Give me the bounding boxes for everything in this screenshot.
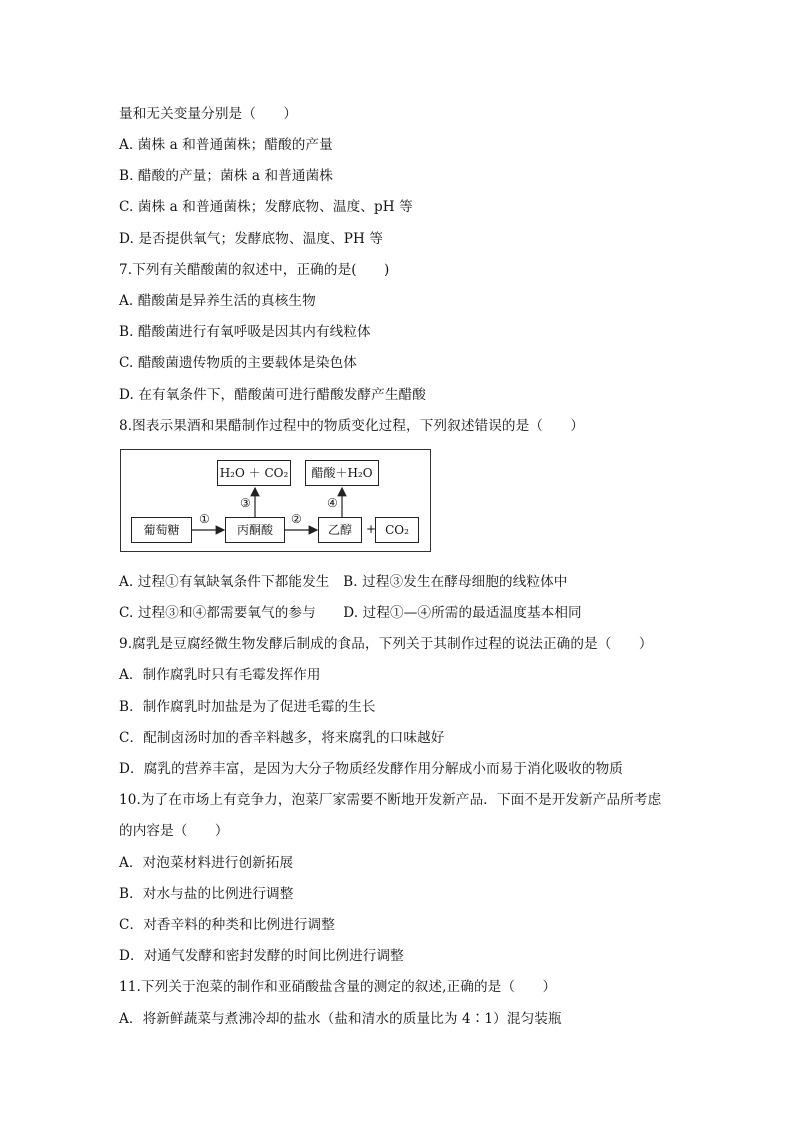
option-c: C．对香辛料的种类和比例进行调整: [119, 917, 335, 933]
option-d: D．腐乳的营养丰富，是因为大分子物质经发酵作用分解成小而易于消化吸收的物质: [119, 761, 623, 777]
option-c: C. 菌株 a 和普通菌株；发酵底物、温度、pH 等: [119, 199, 413, 215]
option-b: B. 醋酸菌进行有氧呼吸是因其内有线粒体: [119, 324, 371, 340]
glucose-box: 葡萄糖: [131, 517, 192, 543]
option-d: D. 是否提供氧气；发酵底物、温度、PH 等: [119, 231, 384, 247]
option-d: D．对通气发酵和密封发酵的时间比例进行调整: [119, 948, 404, 964]
option-b: B. 醋酸的产量；菌株 a 和普通菌株: [119, 168, 333, 184]
metabolism-diagram: [120, 449, 431, 552]
question-10-cont: 的内容是（ ）: [119, 823, 229, 839]
option-b: B．对水与盐的比例进行调整: [119, 886, 294, 902]
co2-box: CO₂: [375, 517, 419, 543]
step4-label: ④: [327, 496, 338, 510]
options-cd: C. 过程③和④都需要氧气的参与 D. 过程①—④所需的最适温度基本相同: [119, 605, 582, 621]
question-8: 8.图表示果酒和果醋制作过程中的物质变化过程，下列叙述错误的是（ ）: [119, 418, 585, 434]
option-c: C．配制卤汤时加的香辛料越多，将来腐乳的口味越好: [119, 730, 445, 746]
pyruvate-box: 丙酮酸: [225, 517, 285, 543]
question-10: 10.为了在市场上有竞争力，泡菜厂家需要不断地开发新产品．下面不是开发新产品所考虑: [119, 792, 662, 808]
step1-label: ①: [199, 512, 210, 526]
option-a: A．制作腐乳时只有毛霉发挥作用: [119, 667, 321, 683]
step3-label: ③: [240, 496, 251, 510]
option-a: A. 醋酸菌是异养生活的真核生物: [119, 293, 316, 309]
options-ab: A. 过程①有氧缺氧条件下都能发生 B. 过程③发生在酵母细胞的线粒体中: [119, 574, 568, 590]
option-a: A．对泡菜材料进行创新拓展: [119, 855, 294, 871]
step2-label: ②: [291, 512, 302, 526]
ethanol-box: 乙醇: [318, 517, 362, 543]
plus-sign: +: [366, 522, 377, 536]
h2o-co2-box: H₂O ＋ CO₂: [217, 460, 291, 486]
question-11: 11.下列关于泡菜的制作和亚硝酸盐含量的测定的叙述,正确的是（ ）: [119, 979, 557, 995]
text-line: 量和无关变量分别是（ ）: [119, 106, 298, 122]
question-7: 7.下列有关醋酸菌的叙述中，正确的是( ): [119, 262, 390, 278]
option-b: B．制作腐乳时加盐是为了促进毛霉的生长: [119, 699, 376, 715]
option-d: D. 在有氧条件下，醋酸菌可进行醋酸发酵产生醋酸: [119, 387, 426, 403]
question-9: 9.腐乳是豆腐经微生物发酵后制成的食品，下列关于其制作过程的说法正确的是（ ）: [119, 636, 653, 652]
option-c: C. 醋酸菌遗传物质的主要载体是染色体: [119, 355, 357, 371]
option-a: A．将新鲜蔬菜与煮沸冷却的盐水（盐和清水的质量比为 4∶1）混匀装瓶: [119, 1011, 562, 1027]
option-a: A. 菌株 a 和普通菌株；醋酸的产量: [119, 137, 333, 153]
acetic-acid-box: 醋酸＋H₂O: [305, 460, 379, 486]
